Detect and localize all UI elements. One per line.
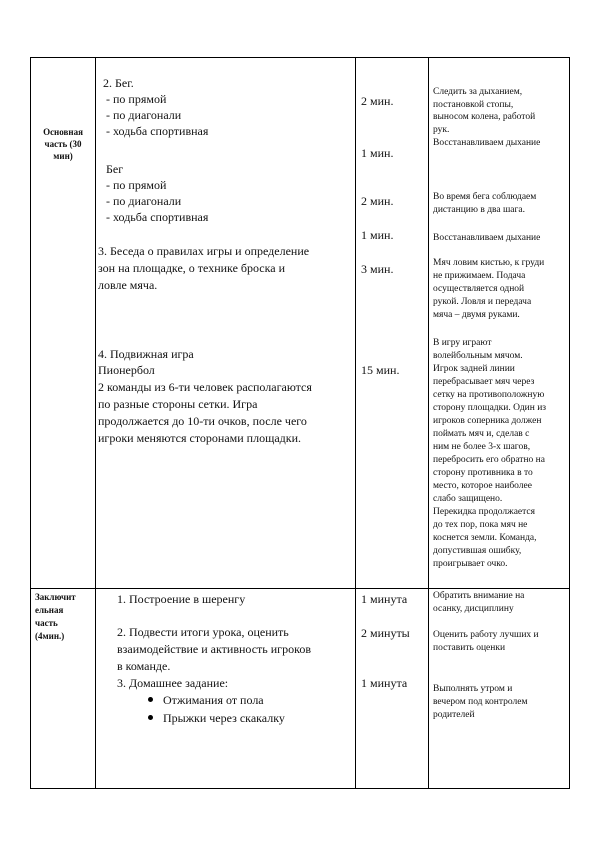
homework-item: Отжимания от пола bbox=[163, 693, 264, 707]
table-col-divider-3 bbox=[428, 57, 429, 789]
table-col-divider-2 bbox=[355, 57, 356, 789]
bullet-icon bbox=[148, 697, 153, 702]
table-col-divider-1 bbox=[95, 57, 96, 789]
table-border-right bbox=[569, 57, 570, 789]
table-border-top bbox=[30, 57, 570, 58]
final-item-lineup: 1. Построение в шеренгу bbox=[117, 592, 246, 606]
homework-item: Прыжки через скакалку bbox=[163, 711, 285, 725]
table-border-left bbox=[30, 57, 31, 789]
final-item-homework: 3. Домашнее задание: bbox=[117, 676, 229, 690]
table-row-divider bbox=[30, 588, 570, 589]
bullet-icon bbox=[148, 715, 153, 720]
table-border-bottom bbox=[30, 788, 570, 789]
